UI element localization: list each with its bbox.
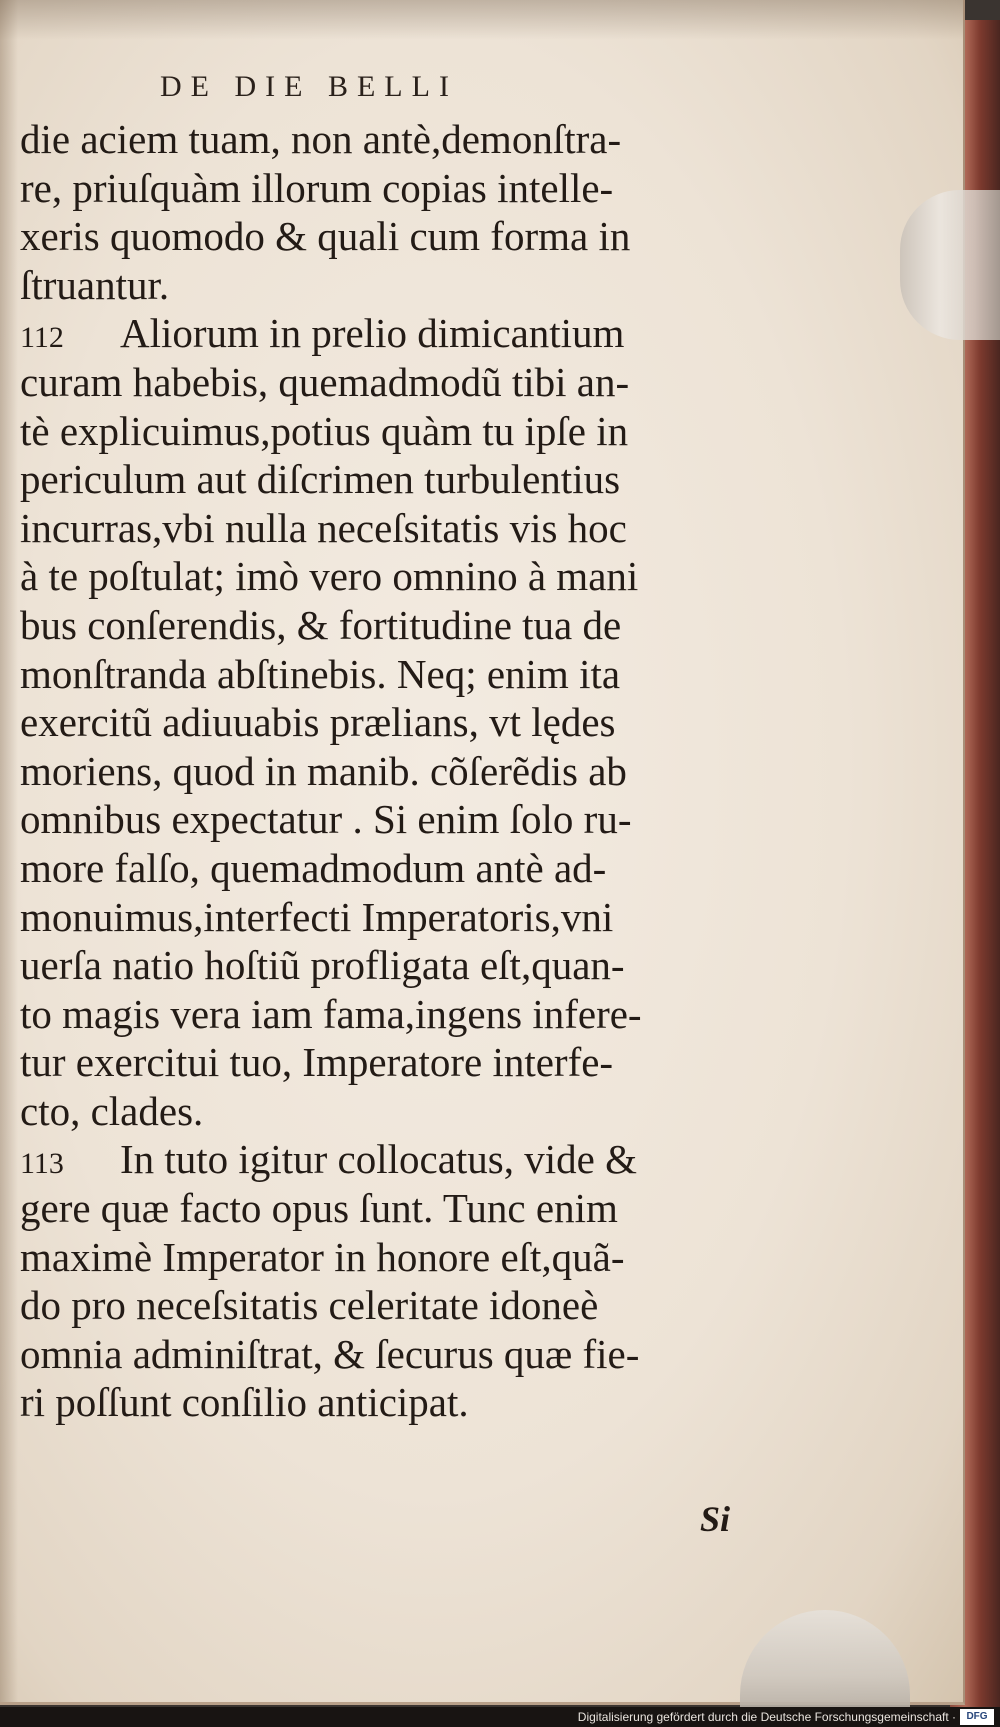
line-text: curam habebis, quemadmodũ tibi an- xyxy=(20,358,630,405)
line-text: more falſo, quemadmodum antè ad- xyxy=(20,844,607,891)
line-text: omnia adminiſtrat, & ſecurus quæ fie- xyxy=(20,1330,640,1377)
text-line xyxy=(20,212,740,261)
line-text: cto, clades. xyxy=(20,1087,204,1134)
text-line xyxy=(20,1378,740,1427)
line-text: In tuto igitur collocatus, vide & xyxy=(120,1136,637,1183)
text-line xyxy=(20,504,740,553)
line-text: maximè Imperator in honore eſt,quã- xyxy=(20,1233,625,1280)
line-text: to magis vera iam fama,ingens infere- xyxy=(20,990,642,1037)
line-text: ri poſſunt conſilio anticipat. xyxy=(20,1379,469,1426)
catchword: Si xyxy=(700,1499,731,1539)
line-text: bus conſerendis, & fortitudine tua de xyxy=(20,601,622,648)
line-text: tur exercitui tuo, Imperatore interfe- xyxy=(20,1039,614,1086)
text-line xyxy=(20,747,740,796)
line-text: die aciem tuam, non antè,demonſtra- xyxy=(20,116,622,162)
text-line xyxy=(20,698,740,747)
text-line xyxy=(20,261,740,310)
body-text xyxy=(20,115,740,1427)
line-text: ſtruantur. xyxy=(20,261,170,308)
page-clip-top xyxy=(900,190,1000,340)
text-line xyxy=(20,1184,740,1233)
paragraph-number: 112 xyxy=(20,321,64,355)
line-text: moriens, quod in manib. cõſerẽdis ab xyxy=(20,747,627,794)
dfg-logo: DFG xyxy=(960,1709,994,1725)
text-line xyxy=(20,1330,740,1379)
line-text: do pro neceſsitatis celeritate idoneè xyxy=(20,1282,599,1329)
text-line xyxy=(20,1281,740,1330)
text-line xyxy=(20,115,740,164)
text-line xyxy=(20,795,740,844)
text-line xyxy=(20,650,740,699)
line-text: Aliorum in prelio dimicantium xyxy=(120,310,625,357)
text-line xyxy=(20,309,740,358)
text-line xyxy=(20,1087,740,1136)
text-line xyxy=(20,455,740,504)
line-text: xeris quomodo & quali cum forma in xyxy=(20,213,631,260)
line-text: gere quæ facto opus ſunt. Tunc enim xyxy=(20,1185,618,1232)
paragraph-number: 113 xyxy=(20,1147,64,1181)
line-text: à te poſtulat; imò vero omnino à mani xyxy=(20,553,639,600)
line-text: incurras,vbi nulla neceſsitatis vis hoc xyxy=(20,504,627,551)
running-header: DE DIE BELLI xyxy=(160,70,458,103)
text-line xyxy=(20,844,740,893)
line-text: uerſa natio hoſtiũ profligata eſt,quan- xyxy=(20,942,625,989)
line-text: periculum aut diſcrimen turbulentius xyxy=(20,456,621,503)
line-text: monuimus,interfecti Imperatoris,vni xyxy=(20,893,614,940)
text-line xyxy=(20,893,740,942)
text-line xyxy=(20,164,740,213)
text-line xyxy=(20,358,740,407)
text-line xyxy=(20,552,740,601)
line-text: exercitũ adiuuabis prælians, vt lędes xyxy=(20,699,616,746)
line-text: re, priuſquàm illorum copias intelle- xyxy=(20,164,614,211)
line-text: tè explicuimus,potius quàm tu ipſe in xyxy=(20,407,629,454)
text-line xyxy=(20,1233,740,1282)
text-line xyxy=(20,407,740,456)
text-line xyxy=(20,601,740,650)
funding-notice: Digitalisierung gefördert durch die Deutsche Forschungsgemeinschaft · xyxy=(577,1710,956,1724)
text-line xyxy=(20,1135,740,1184)
digitization-footer xyxy=(0,1707,1000,1727)
line-text: omnibus expectatur . Si enim ſolo ru- xyxy=(20,796,632,843)
text-line xyxy=(20,1038,740,1087)
text-line xyxy=(20,990,740,1039)
text-line xyxy=(20,941,740,990)
line-text: monſtranda abſtinebis. Neq; enim ita xyxy=(20,650,621,697)
